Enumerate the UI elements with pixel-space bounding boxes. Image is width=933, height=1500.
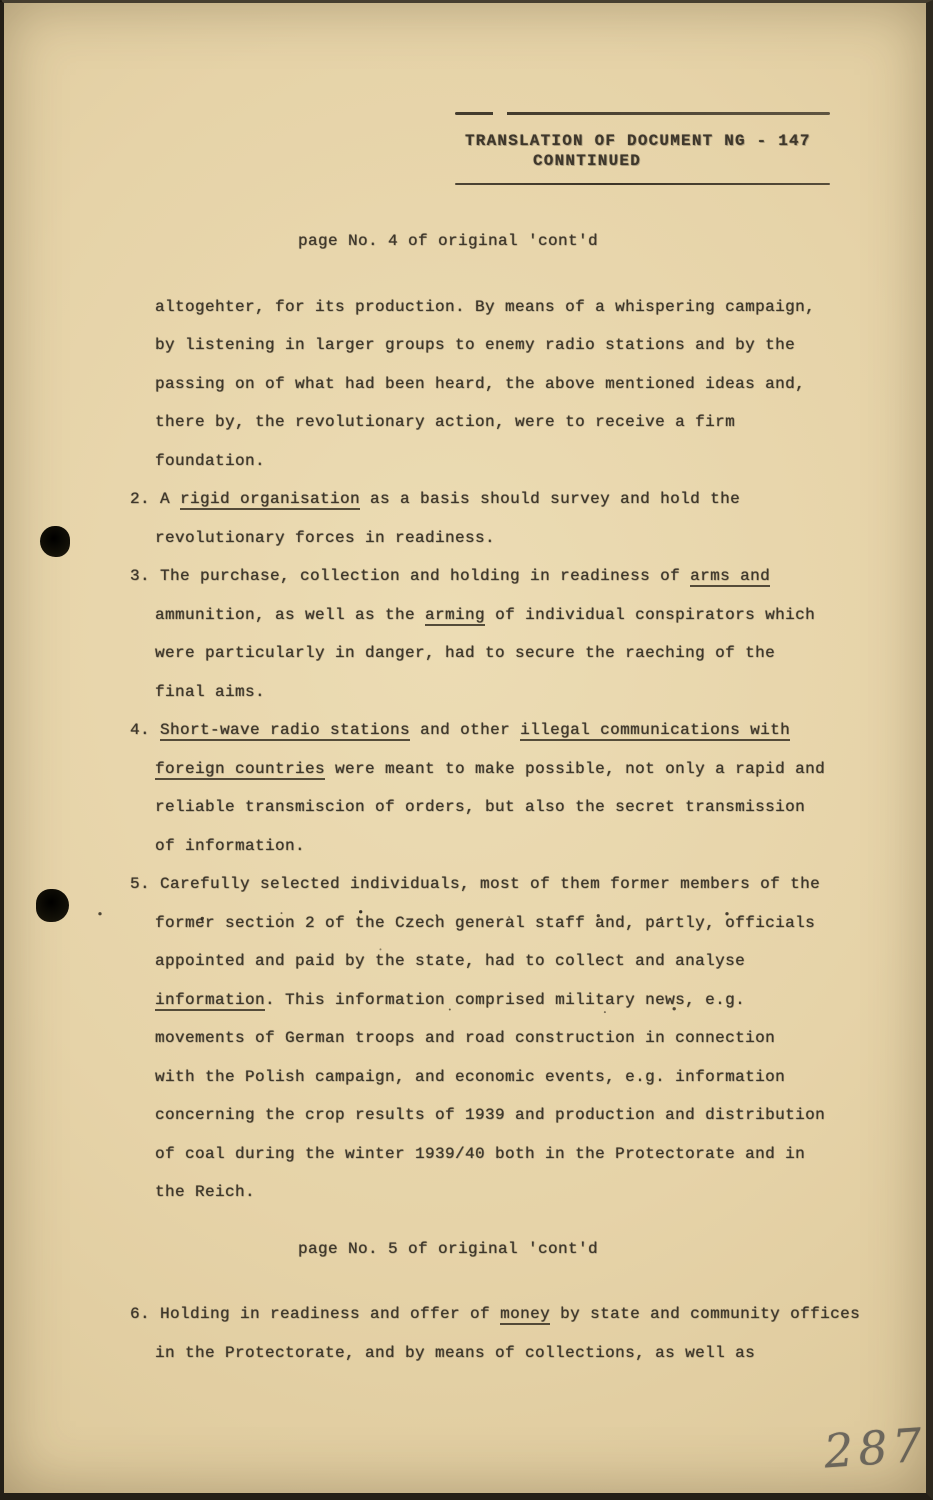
text-segment: there by, the revolutionary action, were to receive a firm (155, 413, 736, 431)
text-segment: with the Polish campaign, and economic events, e.g. information (155, 1067, 786, 1086)
text-segment: reliable transmiscion of orders, but also the secret transmission (155, 798, 806, 816)
text-segment: by listening in larger groups to enemy radio stations and by the (155, 336, 796, 354)
text-line (130, 1058, 846, 1097)
underlined-text: rigid organisation (180, 490, 361, 508)
text-segment: the Reich. (155, 1183, 256, 1201)
text-segment: in the Protectorate, and by means of collections, as well as (155, 1343, 756, 1362)
text-line (130, 673, 846, 712)
header-bottom-rule (455, 183, 830, 186)
text-line (130, 1334, 846, 1373)
text-line (130, 442, 846, 481)
text-line (130, 403, 846, 442)
text-segment: were meant to make possible, not only a rapid and (325, 759, 826, 778)
translation-header-stamp (455, 112, 830, 185)
text-segment: passing on of what had been heard, the above mentioned ideas and, (155, 374, 806, 393)
underlined-text: arms and (690, 567, 771, 585)
text-line (130, 711, 846, 750)
hole-punch-top (40, 526, 70, 557)
text-segment: as a basis should survey and hold the (360, 490, 741, 508)
text-line (130, 519, 846, 558)
handwritten-page-number: 287 (822, 1417, 929, 1479)
text-line (130, 1135, 846, 1174)
text-segment: of individual conspirators which (485, 605, 816, 624)
text-line (130, 981, 846, 1020)
text-segment: . This information comprised military news, e.g. (265, 990, 746, 1009)
underlined-text: foreign countries (155, 759, 326, 778)
underlined-text: money (500, 1305, 551, 1323)
header-title: TRANSLATION OF DOCUMENT NG - 147 (465, 131, 811, 150)
text-line (130, 365, 846, 404)
text-segment: 6. Holding in readiness and offer of (130, 1305, 501, 1323)
text-segment: revolutionary forces in readiness. (155, 528, 496, 547)
text-segment: foundation. (155, 451, 266, 470)
text-line (130, 1295, 861, 1334)
text-line (130, 788, 846, 827)
text-line (130, 480, 846, 519)
hole-punch-bottom (36, 889, 69, 922)
text-line (130, 288, 846, 327)
underlined-text: Short-wave radio stations (160, 721, 411, 739)
text-line (130, 942, 846, 981)
text-line (130, 634, 846, 673)
text-segment: ammunition, as well as the (155, 605, 426, 624)
text-line (130, 1096, 846, 1135)
text-segment: 2. A (130, 490, 181, 508)
text-line (130, 326, 846, 365)
underlined-text: information (155, 990, 266, 1009)
text-segment: of information. (155, 836, 306, 855)
text-segment: final aims. (155, 682, 266, 701)
text-segment: 3. The purchase, collection and holding in readiness of (130, 567, 691, 585)
text-line (130, 557, 846, 596)
header-top-rule (455, 112, 830, 115)
page-heading: page No. 5 of original 'cont'd (298, 1239, 599, 1258)
text-segment: 4. (130, 721, 161, 739)
underlined-text: arming (425, 605, 486, 624)
text-segment: by state and community offices (550, 1305, 861, 1323)
text-line (130, 904, 846, 943)
text-line (130, 827, 846, 866)
text-line (130, 865, 846, 904)
text-line (130, 596, 846, 635)
text-segment: were particularly in danger, had to secure the raeching of the (155, 644, 776, 662)
ink-specks (0, 0, 2, 2)
text-line (130, 1173, 846, 1212)
document-body (130, 204, 861, 1372)
text-segment: concerning the crop results of 1939 and production and distribution (155, 1106, 826, 1124)
text-line (130, 750, 846, 789)
underlined-text: illegal communications with (520, 721, 791, 739)
text-segment: appointed and paid by the state, had to collect and analyse (155, 952, 746, 970)
text-segment: movements of German troops and road construction in connection (155, 1029, 776, 1047)
text-line (130, 1019, 846, 1058)
header-continued-label: CONNTINUED (533, 151, 642, 170)
text-segment: and other (410, 721, 521, 739)
text-segment: 5. Carefully selected individuals, most of them former members of the (130, 875, 821, 893)
text-segment: of coal during the winter 1939/40 both in the Protectorate and in (155, 1144, 806, 1163)
text-segment: former section 2 of the Czech general staff and, partly, officials (155, 913, 816, 932)
page-heading: page No. 4 of original 'cont'd (298, 232, 599, 250)
text-segment: altogehter, for its production. By means of a whispering campaign, (155, 297, 816, 316)
